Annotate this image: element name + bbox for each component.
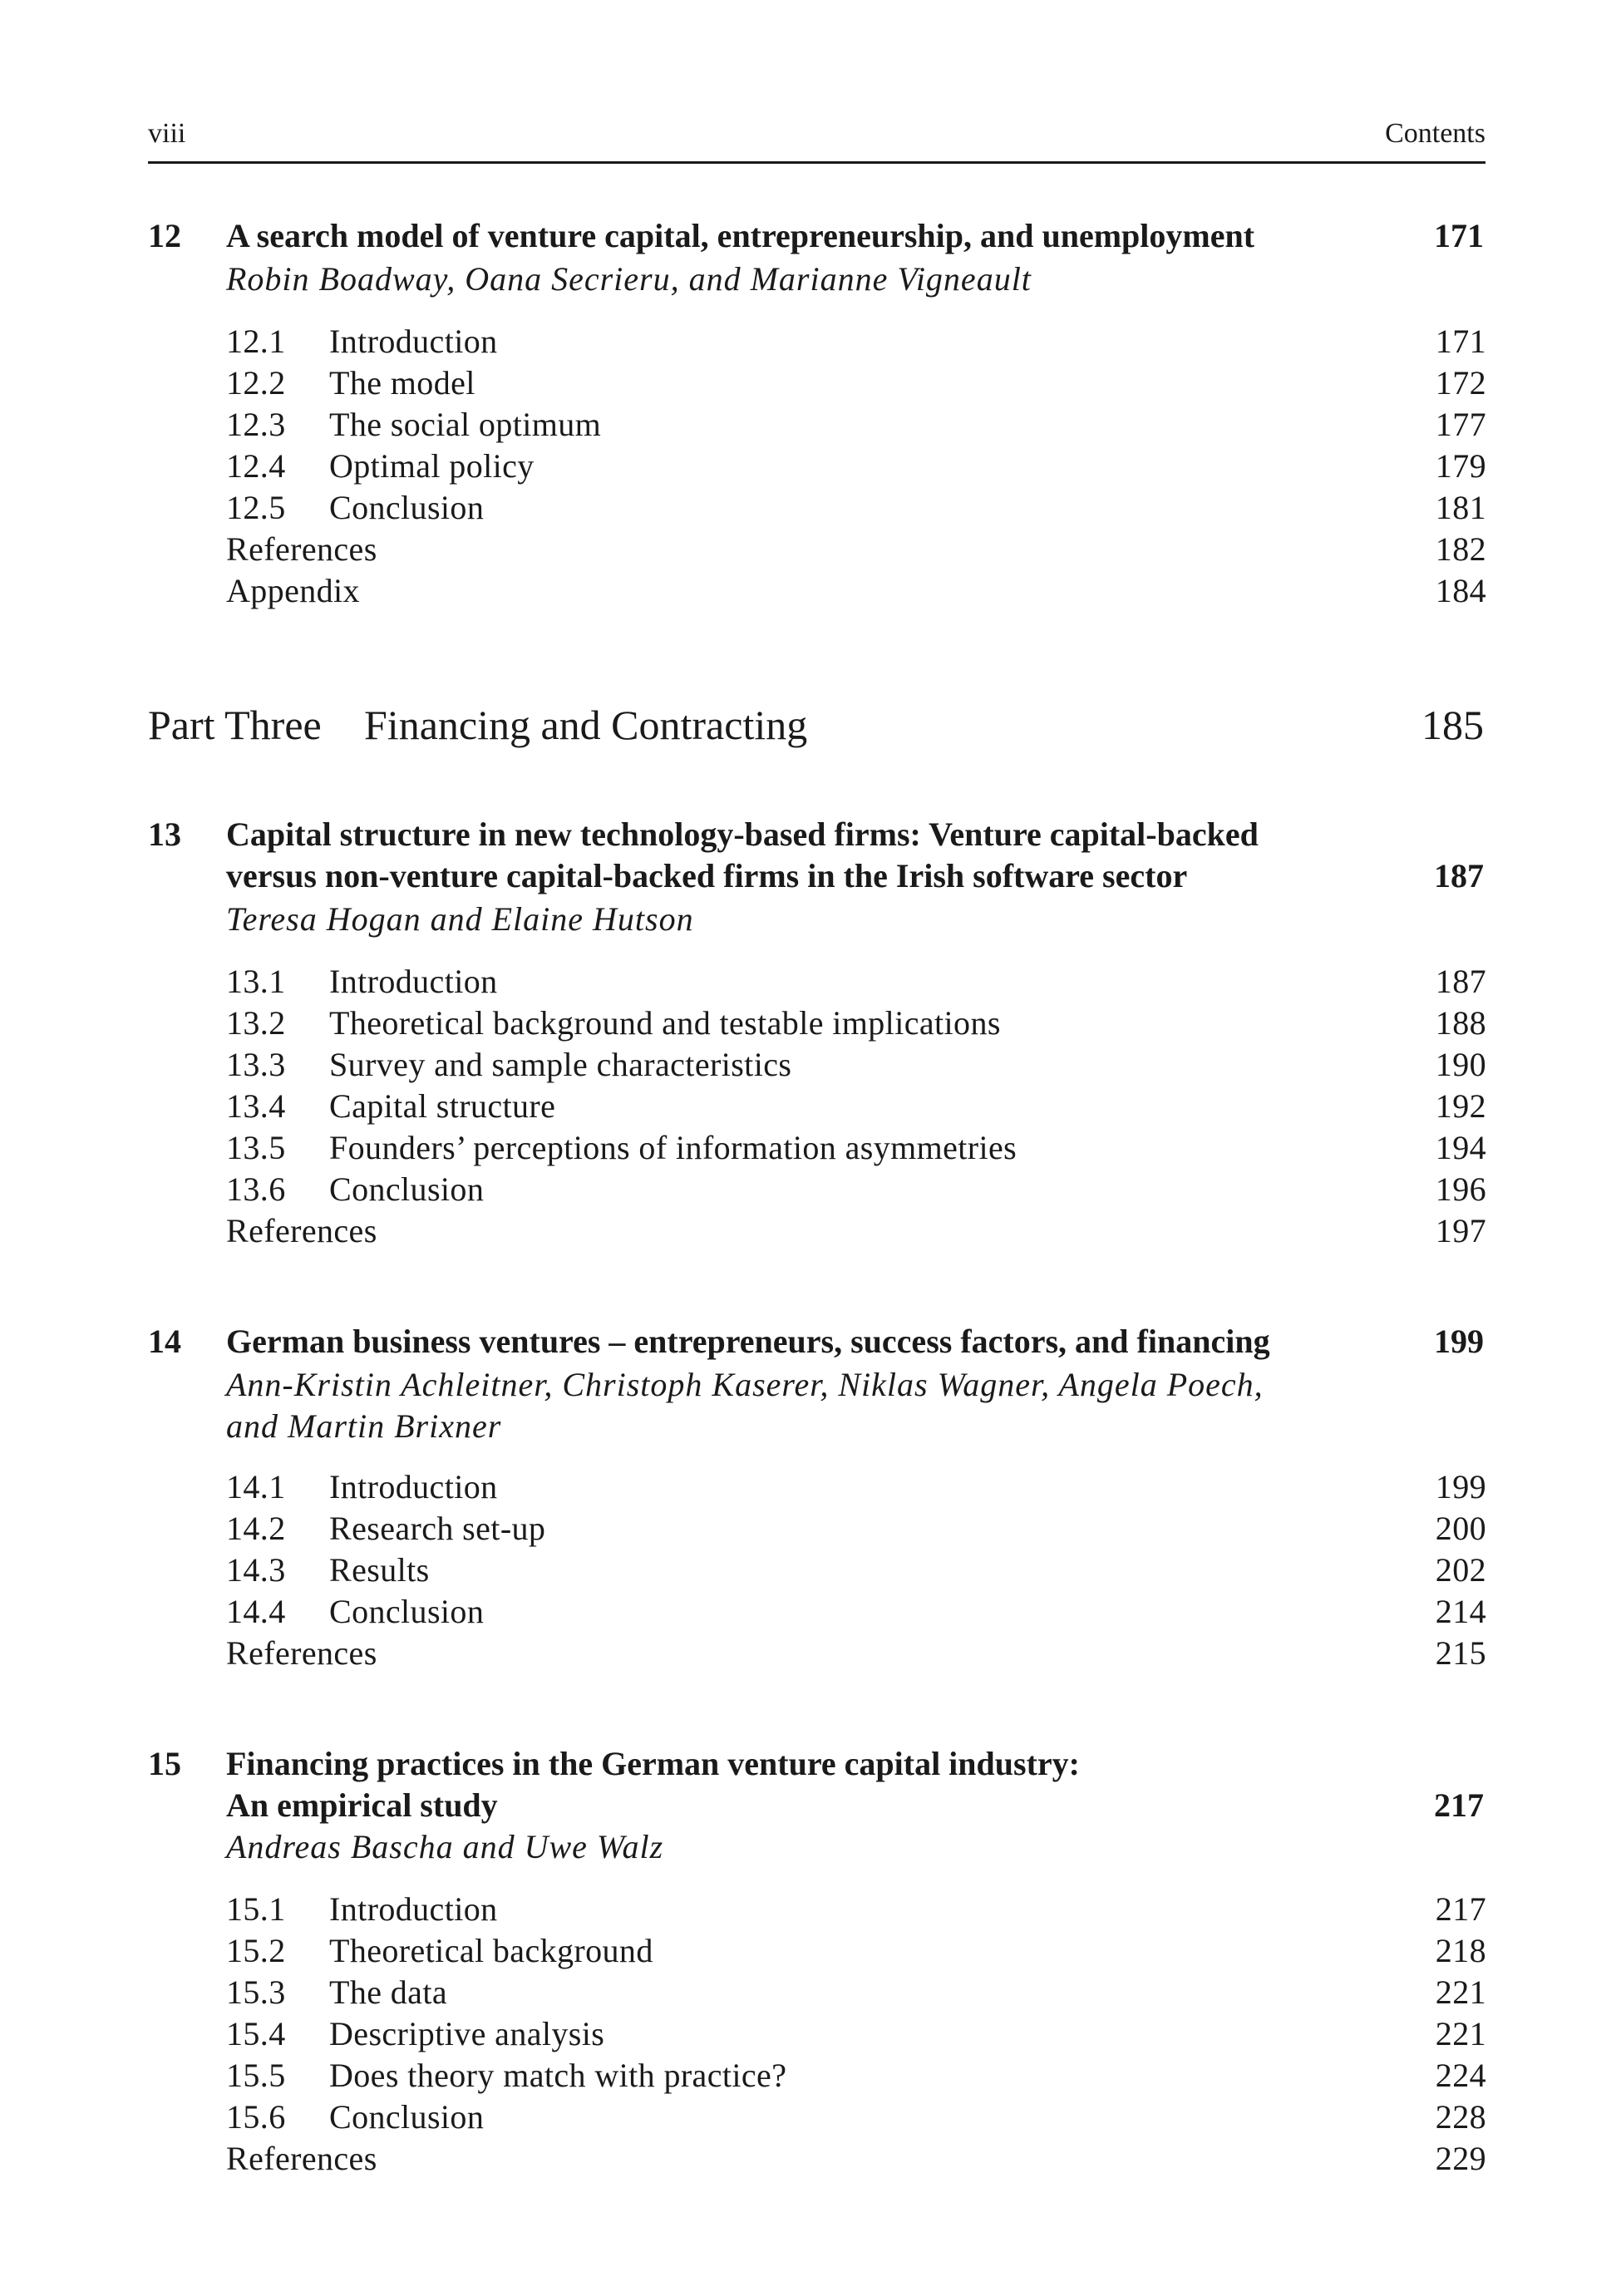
part-three-heading[interactable] xyxy=(148,698,1484,751)
section-title: Theoretical background xyxy=(329,1932,653,1969)
section-title: Introduction xyxy=(329,1890,498,1928)
section-number: 15.5 xyxy=(226,2057,286,2094)
chapter-title: An empirical study xyxy=(226,1786,498,1824)
chapter-12-title[interactable] xyxy=(148,214,1484,258)
toc-entry-15-3[interactable] xyxy=(226,1972,1486,2013)
chapter-14-authors-line-2: and Martin Brixner xyxy=(226,1407,502,1445)
section-number: 14.4 xyxy=(226,1593,286,1630)
running-head xyxy=(148,118,1486,164)
section-page: 177 xyxy=(1435,406,1486,443)
section-title: The data xyxy=(329,1973,448,2011)
section-title: References xyxy=(226,2140,377,2177)
section-page: 181 xyxy=(1435,489,1486,526)
section-title: References xyxy=(226,1212,377,1249)
section-page: 196 xyxy=(1435,1170,1486,1208)
chapter-15-title-line-2[interactable] xyxy=(148,1784,1484,1827)
section-title: The model xyxy=(329,364,475,402)
section-number: 15.6 xyxy=(226,2098,286,2136)
section-page: 172 xyxy=(1435,364,1486,402)
section-title: Optimal policy xyxy=(329,447,535,485)
section-page: 202 xyxy=(1435,1551,1486,1589)
section-page: 215 xyxy=(1435,1634,1486,1672)
section-page: 187 xyxy=(1435,963,1486,1000)
section-number: 14.2 xyxy=(226,1510,286,1547)
toc-entry-13-4[interactable] xyxy=(226,1086,1486,1127)
section-number: 13.4 xyxy=(226,1087,286,1125)
section-page: 200 xyxy=(1435,1510,1486,1547)
toc-entry-14-4[interactable] xyxy=(226,1591,1486,1633)
toc-entry-12-references[interactable] xyxy=(226,529,1486,570)
section-page: 228 xyxy=(1435,2098,1486,2136)
toc-entry-13-6[interactable] xyxy=(226,1169,1486,1210)
section-number: 15.4 xyxy=(226,2015,286,2052)
section-title: References xyxy=(226,530,377,568)
section-title: Theoretical background and testable implications xyxy=(329,1004,1001,1042)
section-title: Conclusion xyxy=(329,1170,485,1208)
section-number: 15.3 xyxy=(226,1973,286,2011)
chapter-15-authors: Andreas Bascha and Uwe Walz xyxy=(226,1828,664,1865)
part-title: Financing and Contracting xyxy=(364,702,808,748)
section-number: 14.3 xyxy=(226,1551,286,1589)
section-page: 184 xyxy=(1435,572,1486,609)
chapter-page: 217 xyxy=(1434,1786,1484,1824)
section-page: 197 xyxy=(1435,1212,1486,1249)
section-number: 13.1 xyxy=(226,963,286,1000)
toc-entry-13-5[interactable] xyxy=(226,1127,1486,1169)
part-page: 185 xyxy=(1421,702,1484,748)
section-number: 13.5 xyxy=(226,1129,286,1166)
section-page: 224 xyxy=(1435,2057,1486,2094)
toc-entry-14-2[interactable] xyxy=(226,1508,1486,1550)
chapter-15-title-line-1[interactable] xyxy=(148,1742,1484,1786)
section-title: Results xyxy=(329,1551,430,1589)
chapter-title: Capital structure in new technology-based firms: Venture capital-backed xyxy=(226,815,1259,853)
chapter-title: Financing practices in the German venture capital industry: xyxy=(226,1745,1080,1782)
toc-entry-12-5[interactable] xyxy=(226,487,1486,529)
section-number: 15.1 xyxy=(226,1890,286,1928)
chapter-page: 171 xyxy=(1434,217,1484,254)
section-page: 221 xyxy=(1435,1973,1486,2011)
section-number: 12.5 xyxy=(226,489,286,526)
chapter-14-title[interactable] xyxy=(148,1320,1484,1363)
toc-entry-15-4[interactable] xyxy=(226,2013,1486,2055)
toc-entry-12-4[interactable] xyxy=(226,446,1486,487)
section-page: 171 xyxy=(1435,323,1486,360)
toc-entry-13-3[interactable] xyxy=(226,1044,1486,1086)
section-number: 12.4 xyxy=(226,447,286,485)
section-title: Introduction xyxy=(329,1468,498,1505)
section-page: 192 xyxy=(1435,1087,1486,1125)
toc-entry-12-1[interactable] xyxy=(226,321,1486,362)
section-number: 13.6 xyxy=(226,1170,286,1208)
section-page: 217 xyxy=(1435,1890,1486,1928)
section-title: Does theory match with practice? xyxy=(329,2057,787,2094)
section-title: Research set-up xyxy=(329,1510,546,1547)
section-page: 194 xyxy=(1435,1129,1486,1166)
section-page: 182 xyxy=(1435,530,1486,568)
section-page: 179 xyxy=(1435,447,1486,485)
section-number: 12.1 xyxy=(226,323,286,360)
chapter-number: 15 xyxy=(148,1745,181,1782)
toc-entry-14-references[interactable] xyxy=(226,1633,1486,1674)
chapter-number: 13 xyxy=(148,815,181,853)
chapter-13-authors: Teresa Hogan and Elaine Hutson xyxy=(226,900,694,938)
section-number: 12.3 xyxy=(226,406,286,443)
chapter-number: 12 xyxy=(148,217,181,254)
chapter-page: 187 xyxy=(1434,857,1484,894)
section-title: Appendix xyxy=(226,572,360,609)
section-number: 13.3 xyxy=(226,1046,286,1083)
section-title: Introduction xyxy=(329,963,498,1000)
toc-entry-14-1[interactable] xyxy=(226,1466,1486,1508)
section-number: 15.2 xyxy=(226,1932,286,1969)
section-title: The social optimum xyxy=(329,406,602,443)
chapter-title: versus non-venture capital-backed firms in the Irish software sector xyxy=(226,857,1188,894)
section-title: References xyxy=(226,1634,377,1672)
chapter-12-authors: Robin Boadway, Oana Secrieru, and Marianne Vigneault xyxy=(226,260,1032,298)
section-number: 14.1 xyxy=(226,1468,286,1505)
toc-entry-15-5[interactable] xyxy=(226,2055,1486,2096)
chapter-13-title-line-1[interactable] xyxy=(148,813,1484,856)
part-label: Part Three xyxy=(148,702,322,748)
toc-entry-12-2[interactable] xyxy=(226,362,1486,404)
section-page: 214 xyxy=(1435,1593,1486,1630)
running-head-title: Contents xyxy=(1385,118,1486,149)
toc-entry-13-1[interactable] xyxy=(226,961,1486,1003)
chapter-page: 199 xyxy=(1434,1323,1484,1360)
toc-entry-12-3[interactable] xyxy=(226,404,1486,446)
section-page: 190 xyxy=(1435,1046,1486,1083)
section-page: 229 xyxy=(1435,2140,1486,2177)
chapter-number: 14 xyxy=(148,1323,181,1360)
section-page: 199 xyxy=(1435,1468,1486,1505)
section-title: Conclusion xyxy=(329,1593,485,1630)
page-number: viii xyxy=(148,118,186,149)
section-title: Descriptive analysis xyxy=(329,2015,605,2052)
section-page: 221 xyxy=(1435,2015,1486,2052)
toc-entry-12-appendix[interactable] xyxy=(226,570,1486,612)
chapter-title: A search model of venture capital, entrepreneurship, and unemployment xyxy=(226,217,1255,254)
section-page: 188 xyxy=(1435,1004,1486,1042)
section-title: Introduction xyxy=(329,323,498,360)
section-number: 12.2 xyxy=(226,364,286,402)
chapter-title: German business ventures – entrepreneurs, success factors, and financing xyxy=(226,1323,1270,1360)
section-title: Founders’ perceptions of information asymmetries xyxy=(329,1129,1017,1166)
section-title: Capital structure xyxy=(329,1087,556,1125)
chapter-14-authors-line-1: Ann-Kristin Achleitner, Christoph Kaserer, Niklas Wagner, Angela Poech, xyxy=(226,1366,1264,1403)
section-title: Survey and sample characteristics xyxy=(329,1046,792,1083)
section-number: 13.2 xyxy=(226,1004,286,1042)
toc-entry-15-1[interactable] xyxy=(226,1889,1486,1930)
section-page: 218 xyxy=(1435,1932,1486,1969)
toc-entry-13-references[interactable] xyxy=(226,1210,1486,1252)
toc-entry-14-3[interactable] xyxy=(226,1550,1486,1591)
chapter-13-title-line-2[interactable] xyxy=(148,855,1484,898)
section-title: Conclusion xyxy=(329,489,485,526)
toc-entry-15-6[interactable] xyxy=(226,2096,1486,2138)
section-title: Conclusion xyxy=(329,2098,485,2136)
toc-entry-13-2[interactable] xyxy=(226,1003,1486,1044)
toc-entry-15-references[interactable] xyxy=(226,2138,1486,2180)
toc-entry-15-2[interactable] xyxy=(226,1930,1486,1972)
